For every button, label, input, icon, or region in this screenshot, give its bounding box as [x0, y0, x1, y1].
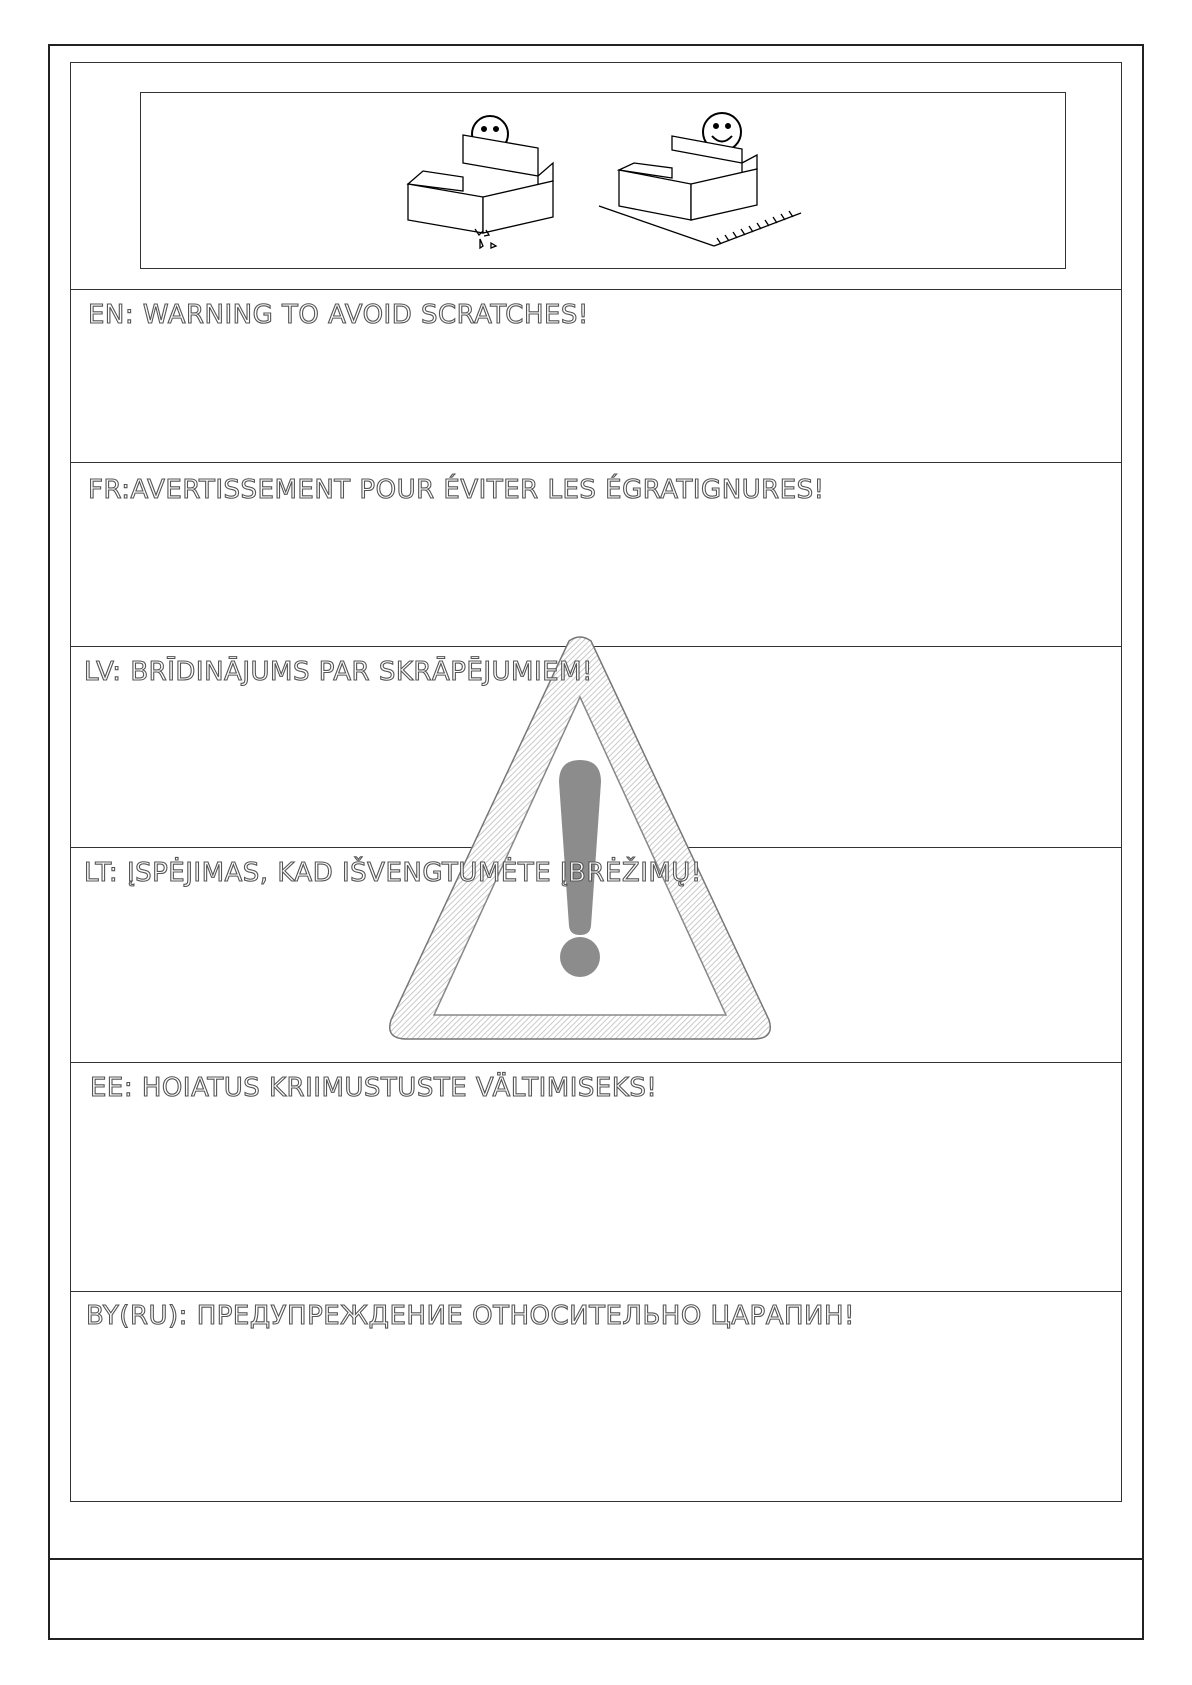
section-title-lt: LT: ĮSPĖJIMAS, KAD IŠVENGTUMĖTE ĮBRĖŽIMŲ!	[84, 858, 702, 888]
section-divider	[70, 462, 1122, 463]
drawer-on-protective-mat	[599, 136, 801, 246]
drawer-without-protection	[408, 135, 553, 248]
footer-divider	[48, 1558, 1144, 1560]
section-title-lv: LV: BRĪDINĀJUMS PAR SKRĀPĒJUMIEM!	[84, 657, 593, 687]
section-title-en: EN: WARNING TO AVOID SCRATCHES!	[88, 300, 589, 330]
warning-triangle-icon	[385, 635, 775, 1045]
section-title-by: BY(RU): ПРЕДУПРЕЖДЕНИЕ ОТНОСИТЕЛЬНО ЦАРАПИН!	[86, 1301, 855, 1331]
section-title-ee: EE: HOIATUS KRIIMUSTUSTE VÄLTIMISEKS!	[90, 1073, 658, 1103]
illustration-box	[140, 92, 1066, 269]
section-title-fr: FR:AVERTISSEMENT POUR ÉVITER LES ÉGRATIGNURES!	[88, 475, 825, 505]
section-divider	[70, 1291, 1122, 1292]
section-divider	[70, 1062, 1122, 1063]
section-divider	[70, 289, 1122, 290]
